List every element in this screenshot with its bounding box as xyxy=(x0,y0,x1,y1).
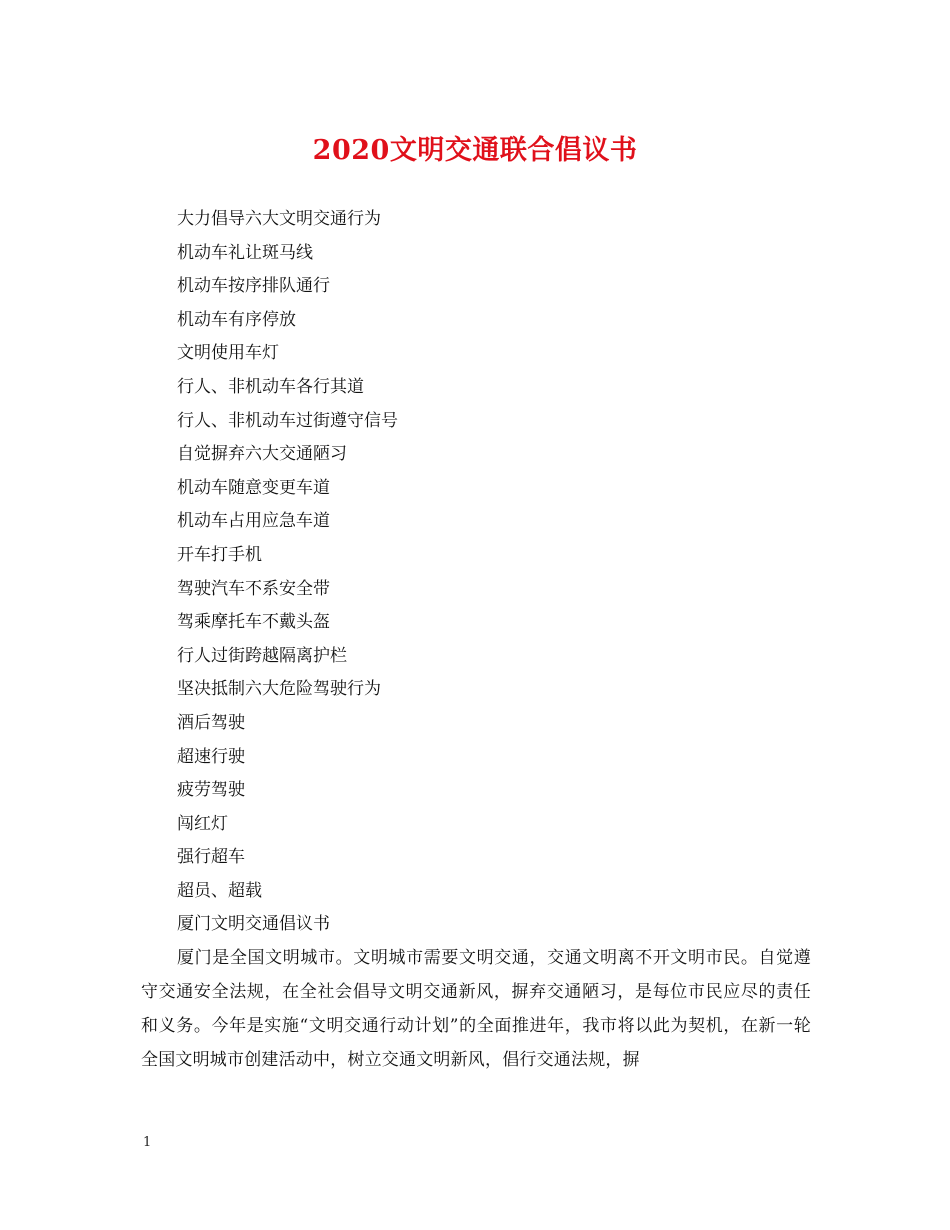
list-item: 坚决抵制六大危险驾驶行为 xyxy=(177,679,381,700)
list-item: 行人、非机动车各行其道 xyxy=(177,376,364,397)
list-item: 大力倡导六大文明交通行为 xyxy=(177,209,381,229)
list-item: 机动车占用应急车道 xyxy=(177,511,330,532)
body-paragraph: 厦门是全国文明城市。文明城市需要文明交通，交通文明离不开文明市民。自觉遵守交通安全法规，在全社会倡导文明交通新风，摒弃交通陋习，是每位市民应尽的责任和义务。今年是实施“文明交通行动计划”的全面推进年，我市将以此为契机，在新一轮全国文明城市创建活动中，树立交通文明新风，倡行交通法规，摒 xyxy=(141,948,811,1070)
list-item: 强行超车 xyxy=(177,847,245,868)
list-item: 行人、非机动车过街遵守信号 xyxy=(177,410,398,431)
list-item: 文明使用车灯 xyxy=(177,343,279,364)
list-item: 酒后驾驶 xyxy=(177,712,245,733)
list-item: 驾驶汽车不系安全带 xyxy=(177,578,330,599)
list-item: 疲劳驾驶 xyxy=(177,780,245,801)
initiative-list xyxy=(177,203,398,942)
list-item: 行人过街跨越隔离护栏 xyxy=(177,645,347,666)
list-item: 开车打手机 xyxy=(177,544,262,565)
list-item: 超员、超载 xyxy=(177,880,262,901)
list-item: 驾乘摩托车不戴头盔 xyxy=(177,612,330,633)
list-item: 厦门文明交通倡议书 xyxy=(177,914,330,935)
document-title: 2020文明交通联合倡议书 xyxy=(312,135,638,166)
list-item: 超速行驶 xyxy=(177,746,245,767)
list-item: 机动车按序排队通行 xyxy=(177,276,330,297)
list-item: 闯红灯 xyxy=(177,813,228,834)
list-item: 机动车有序停放 xyxy=(177,309,296,330)
list-item: 自觉摒弃六大交通陋习 xyxy=(177,444,347,465)
list-item: 机动车随意变更车道 xyxy=(177,477,330,498)
page-number: 1 xyxy=(143,1135,152,1150)
list-item: 机动车礼让斑马线 xyxy=(177,242,313,263)
